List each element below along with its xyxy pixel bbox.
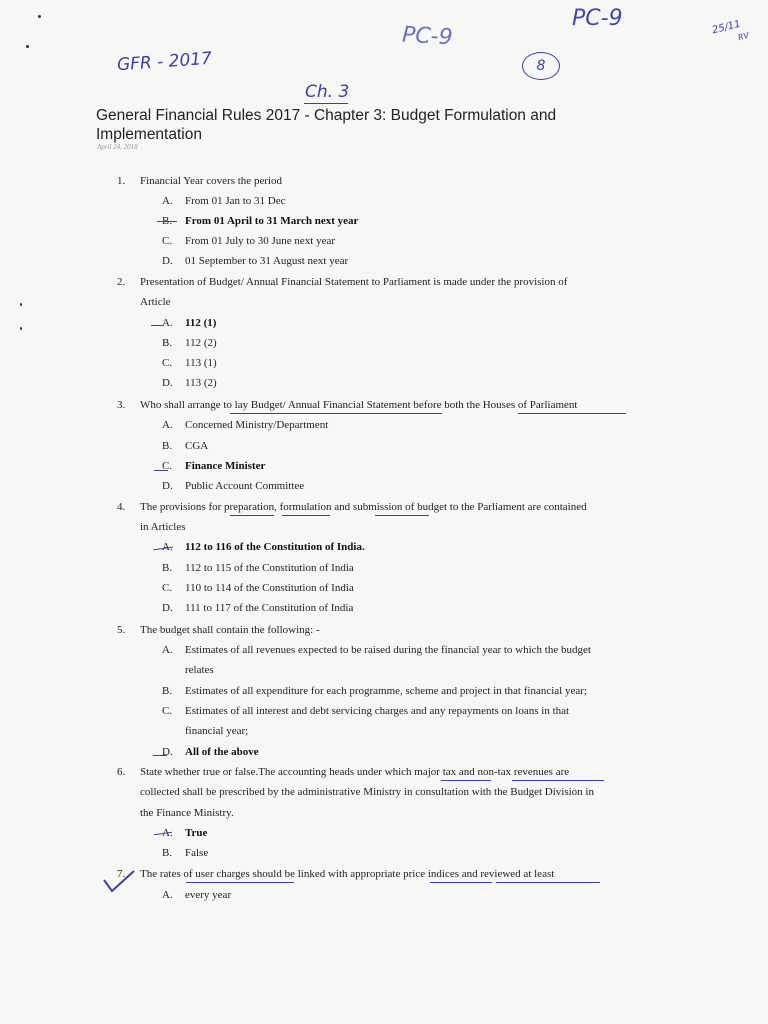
handwritten-pc-1: PC-9 <box>401 22 454 51</box>
document-date: April 24, 2018 <box>97 143 138 151</box>
option-text: Estimates of all interest and debt servicing charges and any repayments on loans in that <box>185 705 570 717</box>
question-text: State whether true or false.The accounting heads under which major tax and non-tax revenues are <box>140 766 570 778</box>
scan-dot <box>20 327 22 330</box>
option-text: Concerned Ministry/Department <box>185 419 329 431</box>
question-number: 3. <box>117 399 126 411</box>
option-text: 112 to 115 of the Constitution of India <box>185 562 354 574</box>
question-number: 5. <box>117 624 126 636</box>
option-text-answer: All of the above <box>185 746 259 758</box>
option-text: 113 (1) <box>185 357 217 369</box>
option-text: CGA <box>185 440 209 452</box>
title-line-1: General Financial Rules 2017 - Chapter 3: Budget Formulation and <box>96 107 557 124</box>
handwritten-gfr: GFR - 2017 <box>116 48 213 76</box>
option-label: D. <box>162 377 173 389</box>
option-label: D. <box>162 480 173 492</box>
question-underline <box>441 780 491 781</box>
circle-label: 8 <box>536 58 546 74</box>
option-label: C. <box>162 357 173 369</box>
option-label: B. <box>162 215 173 227</box>
option-text: From 01 Jan to 31 Dec <box>185 195 286 207</box>
handwritten-initials-corner: RV <box>737 30 750 43</box>
question-text: Financial Year covers the period <box>140 175 283 187</box>
question-text: the Finance Ministry. <box>140 807 234 819</box>
option-text-cont: relates <box>185 664 214 676</box>
option-label: C. <box>162 235 173 247</box>
option-text: 112 (2) <box>185 337 217 349</box>
scan-dot <box>26 45 29 48</box>
option-label: A. <box>162 195 173 207</box>
option-text-answer: 112 to 116 of the Constitution of India. <box>185 541 365 553</box>
answer-mark <box>157 221 177 222</box>
option-label: A. <box>162 317 173 329</box>
question-underline <box>518 413 626 414</box>
question-underline <box>375 515 429 516</box>
ch-underline <box>304 103 348 104</box>
scan-dot <box>38 15 41 18</box>
handwritten-pc-2: PC-9 <box>572 6 623 31</box>
option-label: C. <box>162 460 173 472</box>
question-underline <box>186 882 294 883</box>
option-label: D. <box>162 746 173 758</box>
question-text: in Articles <box>140 521 186 533</box>
option-label: A. <box>162 419 173 431</box>
option-text: 01 September to 31 August next year <box>185 255 349 267</box>
question-underline <box>282 515 330 516</box>
option-text: 111 to 117 of the Constitution of India <box>185 602 354 614</box>
option-label: B. <box>162 847 173 859</box>
option-text: From 01 July to 30 June next year <box>185 235 336 247</box>
question-underline <box>230 413 442 414</box>
option-label: B. <box>162 685 173 697</box>
question-number: 2. <box>117 276 126 288</box>
option-text: every year <box>185 889 232 901</box>
option-text-answer: Finance Minister <box>185 460 266 472</box>
question-text: Who shall arrange to lay Budget/ Annual Financial Statement before both the Houses of Parliament <box>140 399 578 411</box>
question-number: 4. <box>117 501 126 513</box>
option-label: C. <box>162 705 173 717</box>
handwritten-date-corner: 25/11 <box>711 18 742 37</box>
question-underline <box>430 882 492 883</box>
option-label: B. <box>162 440 173 452</box>
question-underline <box>496 882 600 883</box>
option-text: Estimates of all revenues expected to be raised during the financial year to which the budget <box>185 644 591 656</box>
question-text: The provisions for preparation, formulation and submission of budget to the Parliament are contained <box>140 501 587 513</box>
option-text-cont: financial year; <box>185 725 249 737</box>
question-text: Article <box>140 296 171 308</box>
option-label: A. <box>162 889 173 901</box>
question-number: 7. <box>117 868 126 880</box>
option-text: Estimates of all expenditure for each programme, scheme and project in that financial year; <box>185 685 587 697</box>
option-text-answer: From 01 April to 31 March next year <box>185 215 359 227</box>
option-label: D. <box>162 255 173 267</box>
answer-mark <box>154 470 168 471</box>
option-text: Public Account Committee <box>185 480 305 492</box>
question-number: 1. <box>117 175 126 187</box>
option-label: A. <box>162 541 173 553</box>
option-text-answer: True <box>185 827 208 839</box>
answer-mark <box>151 325 163 326</box>
question-underline <box>512 780 604 781</box>
option-label: B. <box>162 562 173 574</box>
question-text: Presentation of Budget/ Annual Financial Statement to Parliament is made under the provision of <box>140 276 568 288</box>
question-text: collected shall be prescribed by the administrative Ministry in consultation with the Budget Division in <box>140 786 594 798</box>
option-label: A. <box>162 827 173 839</box>
check-mark-icon <box>102 868 136 894</box>
option-label: B. <box>162 337 173 349</box>
title-line-2: Implementation <box>96 126 202 143</box>
question-underline <box>230 515 274 516</box>
question-text: The budget shall contain the following: - <box>140 624 320 636</box>
option-label: D. <box>162 602 173 614</box>
scan-dot <box>20 303 22 306</box>
option-label: C. <box>162 582 173 594</box>
question-text: The rates of user charges should be linked with appropriate price indices and reviewed at least <box>140 868 555 880</box>
handwritten-circle <box>522 52 560 80</box>
option-text: False <box>185 847 209 859</box>
answer-mark <box>153 755 167 756</box>
handwritten-ch: Ch. 3 <box>305 82 350 102</box>
option-text: 113 (2) <box>185 377 217 389</box>
question-number: 6. <box>117 766 126 778</box>
option-text-answer: 112 (1) <box>185 317 217 329</box>
option-label: A. <box>162 644 173 656</box>
option-text: 110 to 114 of the Constitution of India <box>185 582 354 594</box>
page-title <box>96 106 616 144</box>
